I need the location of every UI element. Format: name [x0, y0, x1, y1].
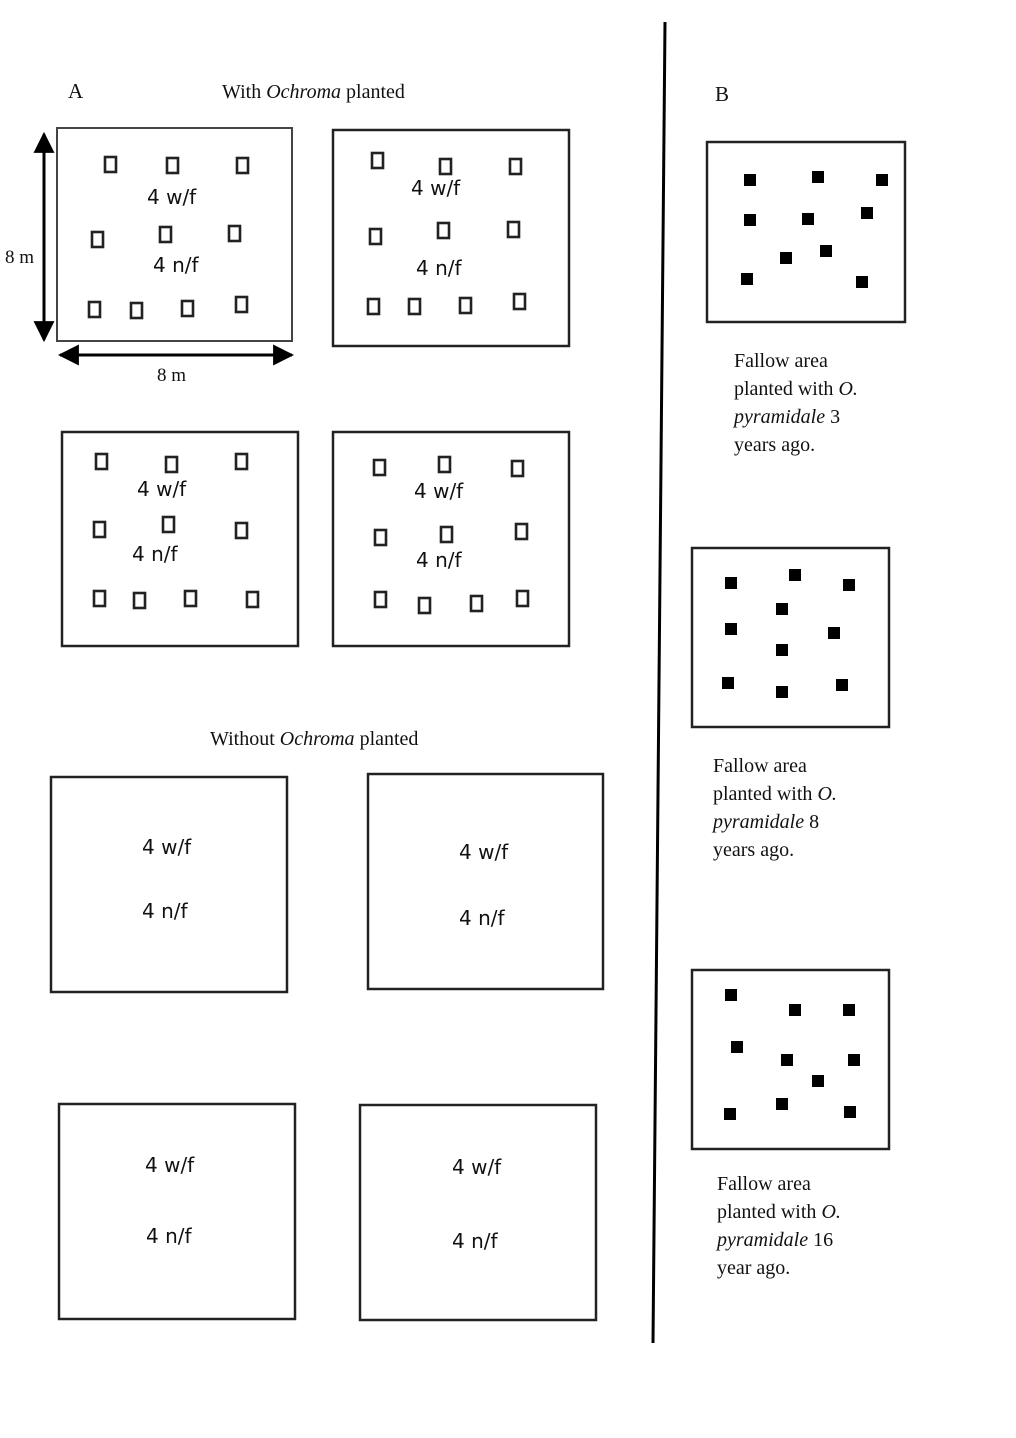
fallow-plot-16-years [692, 970, 889, 1149]
hollow-square-icon [368, 299, 379, 314]
hollow-square-icon [372, 153, 383, 168]
hollow-square-icon [236, 523, 247, 538]
caption-species: pyramidale [713, 811, 805, 833]
without-plot-2 [368, 774, 603, 989]
plot-label-wf: 4 w/f [452, 1155, 502, 1179]
plot-label-wf: 4 w/f [145, 1153, 195, 1177]
hollow-square-icon [89, 302, 100, 317]
plot-label-nf: 4 n/f [416, 548, 462, 572]
filled-square-icon [802, 213, 814, 225]
caption-line: years ago. [734, 434, 816, 456]
filled-square-icon [856, 276, 868, 288]
hollow-square-icon [375, 592, 386, 607]
filled-square-icon [724, 1108, 736, 1120]
with-plot-4 [333, 432, 569, 646]
filled-square-icon [744, 214, 756, 226]
plot-label-nf: 4 n/f [142, 899, 188, 923]
with-plot-3 [62, 432, 298, 646]
filled-square-icon [722, 677, 734, 689]
filled-square-icon [843, 579, 855, 591]
hollow-square-icon [409, 299, 420, 314]
filled-square-icon [836, 679, 848, 691]
plot-border [51, 777, 287, 992]
filled-square-icon [820, 245, 832, 257]
hollow-square-icon [160, 227, 171, 242]
plot-border [368, 774, 603, 989]
filled-square-icon [848, 1054, 860, 1066]
hollow-square-icon [419, 598, 430, 613]
hollow-square-icon [237, 158, 248, 173]
hollow-square-icon [163, 517, 174, 532]
with-ochroma-heading: With Ochroma planted [222, 81, 405, 103]
hollow-square-icon [439, 457, 450, 472]
plot-label-nf: 4 n/f [132, 542, 178, 566]
hollow-square-icon [375, 530, 386, 545]
hollow-square-icon [441, 527, 452, 542]
hollow-square-icon [510, 159, 521, 174]
hollow-square-icon [374, 460, 385, 475]
plot-border [360, 1105, 596, 1320]
caption-genus: O. [838, 378, 858, 400]
hollow-square-icon [94, 591, 105, 606]
panel-a-label: A [68, 79, 84, 103]
filled-square-icon [780, 252, 792, 264]
hollow-square-icon [460, 298, 471, 313]
plot-label-nf: 4 n/f [416, 256, 462, 280]
panel-divider [653, 22, 665, 1343]
hollow-square-icon [508, 222, 519, 237]
caption-line: Fallow area [717, 1173, 811, 1195]
with-plot-2 [333, 130, 569, 346]
caption-species: pyramidale [734, 406, 826, 428]
fallow-plot-8-years [692, 548, 889, 727]
filled-square-icon [744, 174, 756, 186]
filled-square-icon [776, 686, 788, 698]
hollow-square-icon [370, 229, 381, 244]
caption-years: 8 [804, 811, 820, 833]
hollow-square-icon [471, 596, 482, 611]
filled-square-icon [731, 1041, 743, 1053]
caption-line: planted with [717, 1201, 822, 1223]
filled-square-icon [725, 989, 737, 1001]
plot-label-nf: 4 n/f [452, 1229, 498, 1253]
filled-square-icon [781, 1054, 793, 1066]
vertical-dimension-label: 8 m [5, 247, 35, 268]
without-plot-4 [360, 1105, 596, 1320]
hollow-square-icon [166, 457, 177, 472]
without-plot-3 [59, 1104, 295, 1319]
filled-square-icon [843, 1004, 855, 1016]
hollow-square-icon [516, 524, 527, 539]
hollow-square-icon [182, 301, 193, 316]
caption-line: planted with [734, 378, 839, 400]
hollow-square-icon [96, 454, 107, 469]
hollow-square-icon [167, 158, 178, 173]
horizontal-dimension-label: 8 m [157, 365, 187, 386]
hollow-square-icon [514, 294, 525, 309]
panel-b-label: B [715, 82, 730, 106]
plot-label-nf: 4 n/f [459, 906, 505, 930]
plot-label-wf: 4 w/f [414, 479, 464, 503]
plot-label-wf: 4 w/f [137, 477, 187, 501]
caption-line: Fallow area [734, 350, 828, 372]
filled-square-icon [789, 569, 801, 581]
filled-square-icon [828, 627, 840, 639]
hollow-square-icon [185, 591, 196, 606]
fallow-caption-3-years [734, 347, 858, 459]
with-plot-1 [57, 128, 292, 341]
plot-label-wf: 4 w/f [142, 835, 192, 859]
filled-square-icon [776, 1098, 788, 1110]
hollow-square-icon [229, 226, 240, 241]
caption-species: pyramidale [717, 1229, 809, 1251]
hollow-square-icon [134, 593, 145, 608]
caption-line: years ago. [713, 839, 795, 861]
caption-genus: O. [821, 1201, 841, 1223]
caption-genus: O. [817, 783, 837, 805]
fallow-plot-3-years [707, 142, 905, 322]
caption-line: planted with [713, 783, 818, 805]
hollow-square-icon [94, 522, 105, 537]
filled-square-icon [776, 603, 788, 615]
fallow-caption-16-years [717, 1170, 841, 1282]
caption-line: year ago. [717, 1257, 791, 1279]
filled-square-icon [789, 1004, 801, 1016]
hollow-square-icon [512, 461, 523, 476]
filled-square-icon [844, 1106, 856, 1118]
filled-square-icon [741, 273, 753, 285]
filled-square-icon [812, 1075, 824, 1087]
plot-label-nf: 4 n/f [153, 253, 199, 277]
filled-square-icon [812, 171, 824, 183]
caption-years: 3 [825, 406, 841, 428]
filled-square-icon [725, 577, 737, 589]
hollow-square-icon [517, 591, 528, 606]
caption-line: Fallow area [713, 755, 807, 777]
filled-square-icon [776, 644, 788, 656]
hollow-square-icon [131, 303, 142, 318]
hollow-square-icon [438, 223, 449, 238]
without-plot-1 [51, 777, 287, 992]
without-ochroma-heading: Without Ochroma planted [210, 728, 419, 750]
filled-square-icon [861, 207, 873, 219]
filled-square-icon [876, 174, 888, 186]
hollow-square-icon [236, 454, 247, 469]
hollow-square-icon [236, 297, 247, 312]
hollow-square-icon [247, 592, 258, 607]
hollow-square-icon [440, 159, 451, 174]
plot-label-wf: 4 w/f [459, 840, 509, 864]
plot-label-wf: 4 w/f [147, 185, 197, 209]
caption-years: 16 [808, 1229, 834, 1251]
hollow-square-icon [92, 232, 103, 247]
filled-square-icon [725, 623, 737, 635]
hollow-square-icon [105, 157, 116, 172]
plot-label-nf: 4 n/f [146, 1224, 192, 1248]
plot-border [59, 1104, 295, 1319]
plot-label-wf: 4 w/f [411, 176, 461, 200]
plot-border [707, 142, 905, 322]
fallow-caption-8-years [713, 752, 837, 864]
